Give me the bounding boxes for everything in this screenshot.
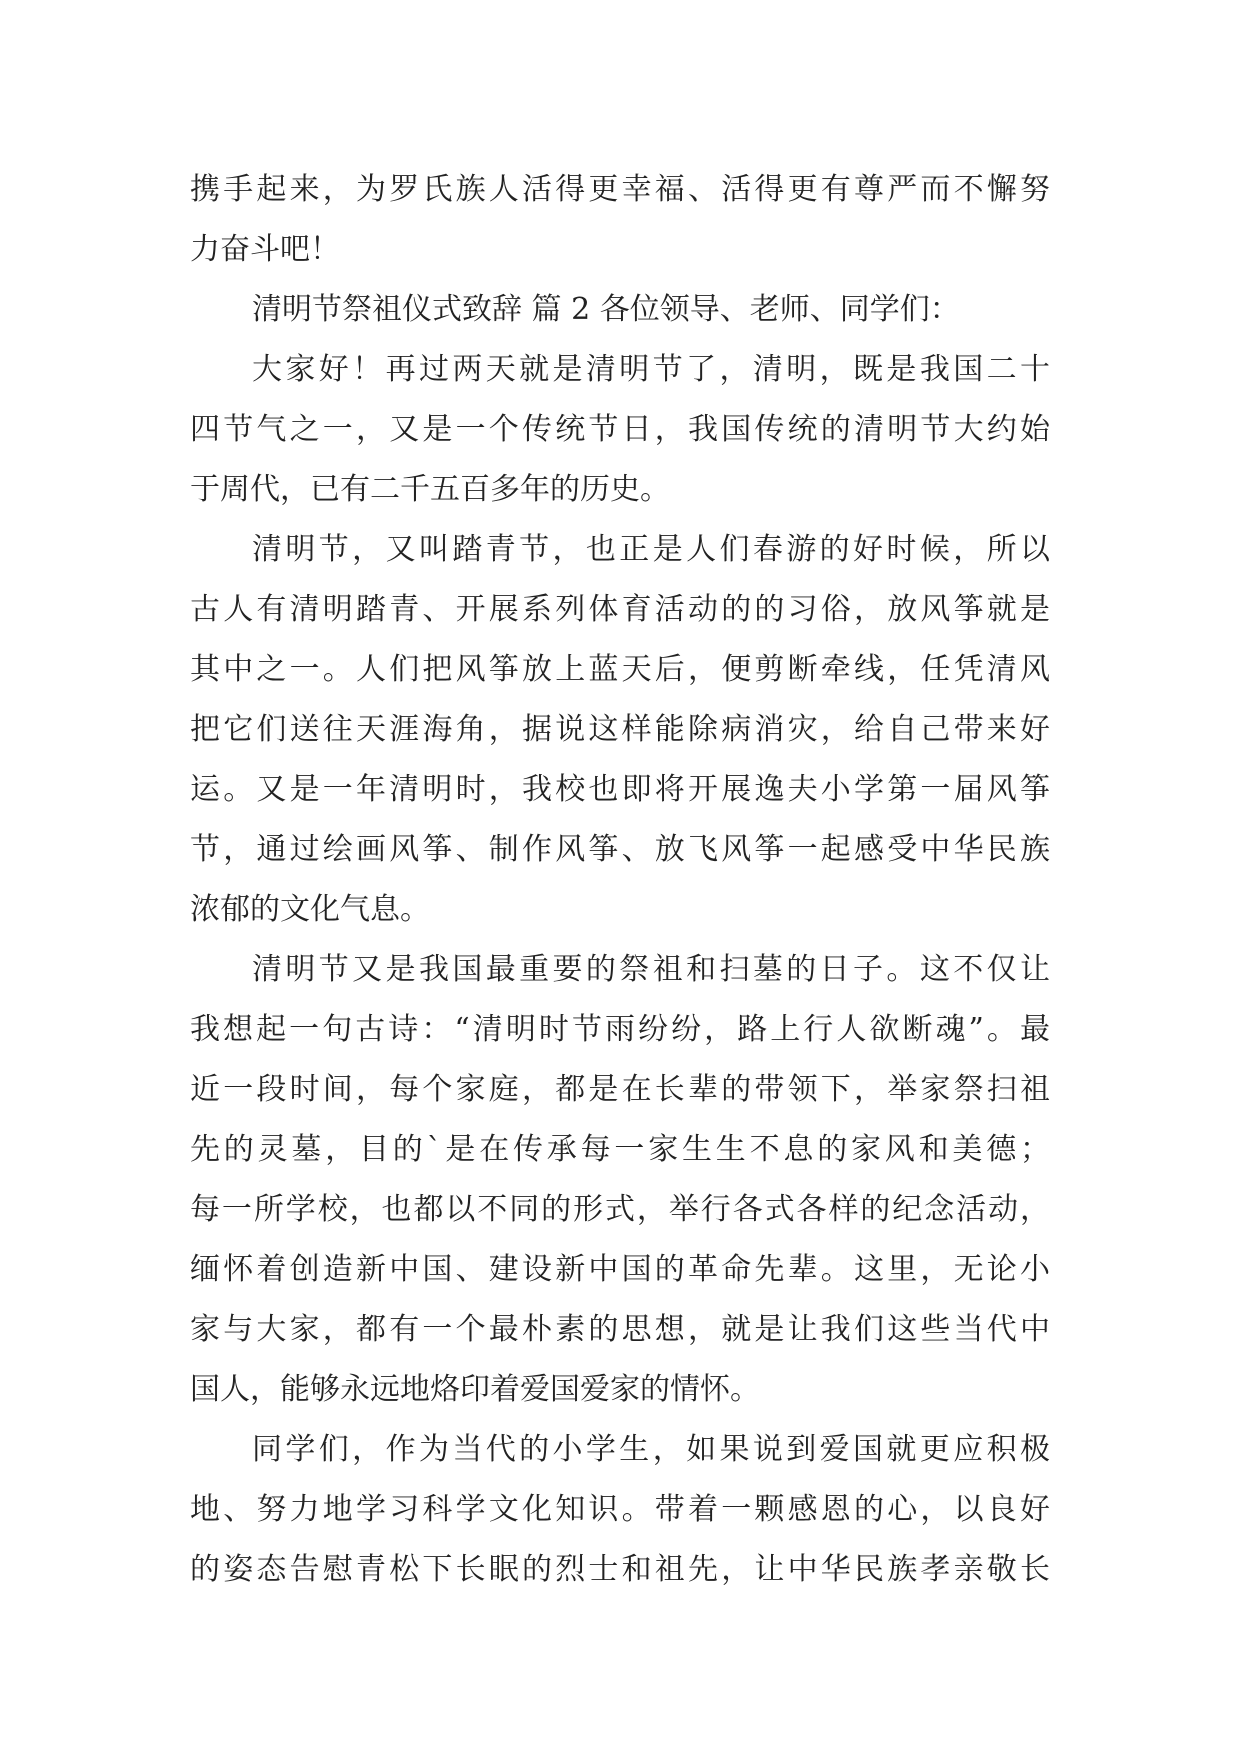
text-line: 于周代，已有二千五百多年的历史。 <box>190 472 670 507</box>
text-line: 先的灵墓，目的`是在传承每一家生生不息的家风和美德； <box>190 1132 1050 1167</box>
text-line: 缅怀着创造新中国、建设新中国的革命先辈。这里，无论小 <box>190 1252 1050 1287</box>
text-line: 大家好！再过两天就是清明节了，清明，既是我国二十 <box>252 352 1050 387</box>
body-text <box>190 160 1050 1600</box>
text-line: 的姿态告慰青松下长眠的烈士和祖先，让中华民族孝亲敬长 <box>190 1552 1050 1587</box>
text-line: 近一段时间，每个家庭，都是在长辈的带领下，举家祭扫祖 <box>190 1072 1050 1107</box>
text-line: 清明节，又叫踏青节，也正是人们春游的好时候，所以 <box>252 532 1050 567</box>
text-line: 我想起一句古诗：“清明时节雨纷纷，路上行人欲断魂”。最 <box>190 1012 1050 1047</box>
text-line: 每一所学校，也都以不同的形式，举行各式各样的纪念活动， <box>190 1192 1050 1227</box>
text-line: 四节气之一，又是一个传统节日，我国传统的清明节大约始 <box>190 412 1050 447</box>
text-line: 把它们送往天涯海角，据说这样能除病消灾，给自己带来好 <box>190 712 1050 747</box>
text-line: 同学们，作为当代的小学生，如果说到爱国就更应积极 <box>252 1432 1050 1467</box>
text-line: 运。又是一年清明时，我校也即将开展逸夫小学第一届风筝 <box>190 772 1050 807</box>
text-line: 力奋斗吧！ <box>190 232 340 267</box>
text-line: 地、努力地学习科学文化知识。带着一颗感恩的心，以良好 <box>190 1492 1050 1527</box>
text-line: 国人，能够永远地烙印着爱国爱家的情怀。 <box>190 1372 760 1407</box>
text-line: 节，通过绘画风筝、制作风筝、放飞风筝一起感受中华民族 <box>190 832 1050 867</box>
text-line: 携手起来，为罗氏族人活得更幸福、活得更有尊严而不懈努 <box>190 172 1050 207</box>
text-line: 古人有清明踏青、开展系列体育活动的的习俗，放风筝就是 <box>190 592 1050 627</box>
text-line: 其中之一。人们把风筝放上蓝天后，便剪断牵线，任凭清风 <box>190 652 1050 687</box>
section-heading: 清明节祭祖仪式致辞 篇 2 各位领导、老师、同学们： <box>252 292 960 327</box>
text-line: 清明节又是我国最重要的祭祖和扫墓的日子。这不仅让 <box>252 952 1050 987</box>
text-line: 浓郁的文化气息。 <box>190 892 430 927</box>
text-line: 家与大家，都有一个最朴素的思想，就是让我们这些当代中 <box>190 1312 1050 1347</box>
